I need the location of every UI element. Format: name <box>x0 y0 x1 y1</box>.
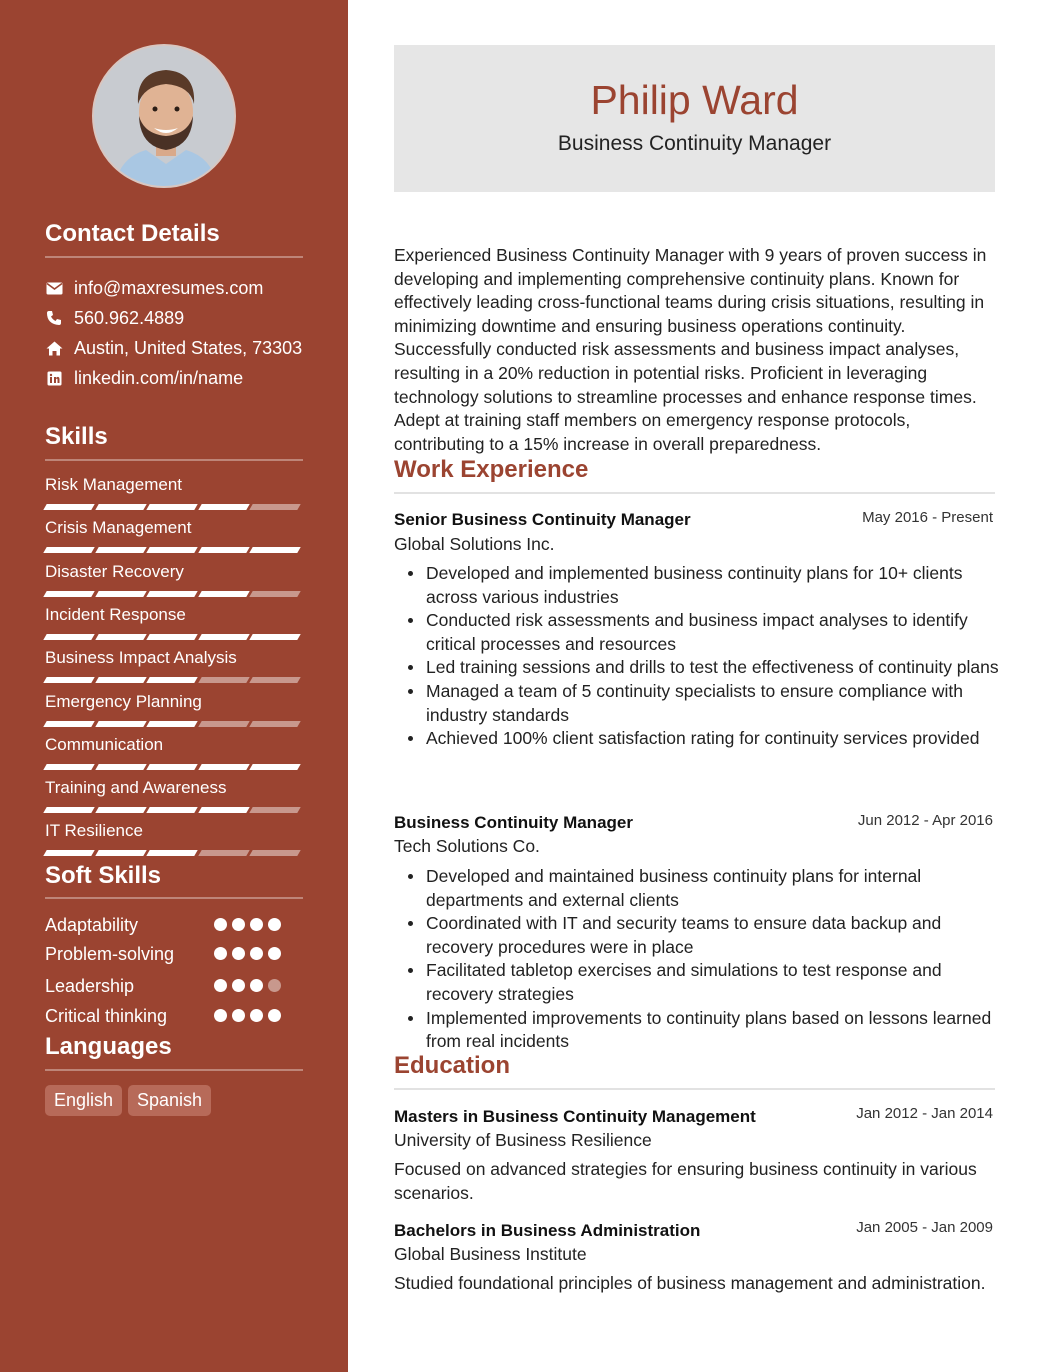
skill-level-segment <box>250 634 301 640</box>
list-item: Implemented improvements to continuity plans based on lessons learned from real incidents <box>426 1007 1001 1054</box>
rating-dot <box>250 1009 263 1022</box>
skill-name: IT Resilience <box>45 821 143 841</box>
skill-name: Training and Awareness <box>45 778 227 798</box>
skill-level-segment <box>250 721 301 727</box>
skill-level-segment <box>198 547 249 553</box>
skill-level-segment <box>95 721 146 727</box>
soft-skills-divider <box>45 897 303 899</box>
skill-level-segment <box>43 764 94 770</box>
contact-divider <box>45 256 303 258</box>
skill-level-segment <box>146 807 197 813</box>
rating-dot <box>268 947 281 960</box>
skill-level-segment <box>250 504 301 510</box>
skill-level-segment <box>250 807 301 813</box>
skill-name: Crisis Management <box>45 518 192 538</box>
languages-divider <box>45 1069 303 1071</box>
skill-level-segment <box>95 807 146 813</box>
school-name: Global Business Institute <box>394 1244 587 1264</box>
skill-level-segment <box>250 677 301 683</box>
home-icon <box>45 340 63 356</box>
job-bullets <box>426 562 1001 751</box>
education-divider <box>394 1088 995 1090</box>
portrait-image <box>94 46 236 188</box>
candidate-name: Philip Ward <box>590 77 799 123</box>
job-bullets <box>426 865 1001 1054</box>
skills-heading: Skills <box>45 423 108 450</box>
rating-dot <box>250 979 263 992</box>
skill-level-segment <box>43 547 94 553</box>
list-item: Developed and maintained business continuity plans for internal departments and external clients <box>426 865 1001 912</box>
list-item: Coordinated with IT and security teams to ensure data backup and recovery procedures were in place <box>426 912 1001 959</box>
list-item: Conducted risk assessments and business impact analyses to identify critical processes and resources <box>426 609 1001 656</box>
contact-address <box>45 336 325 360</box>
rating-dot <box>232 1009 245 1022</box>
skill-level-segment <box>198 504 249 510</box>
rating-dot <box>214 979 227 992</box>
skill-name: Risk Management <box>45 475 183 494</box>
skill-level-bar <box>45 807 303 813</box>
skill-level-segment <box>95 677 146 683</box>
job-dates: May 2016 - Present <box>862 509 993 526</box>
rating-dot <box>232 979 245 992</box>
rating-dot <box>268 1009 281 1022</box>
soft-skill-name: Adaptability <box>45 915 139 935</box>
degree-title: Masters in Business Continuity Management <box>394 1107 756 1126</box>
skill-level-segment <box>198 677 249 683</box>
skill-level-bar <box>45 634 303 640</box>
soft-skill-rating <box>214 918 294 932</box>
rating-dot <box>268 918 281 931</box>
skill-level-segment <box>43 677 94 683</box>
contact-linkedin[interactable] <box>45 366 325 390</box>
job-company: Global Solutions Inc. <box>394 534 555 554</box>
skill-name: Business Impact Analysis <box>45 648 237 668</box>
contact-phone[interactable] <box>45 306 325 330</box>
contact-linkedin-text: linkedin.com/in/name <box>74 367 244 388</box>
skill-level-segment <box>250 591 301 597</box>
rating-dot <box>214 1009 227 1022</box>
contact-address-text: Austin, United States, 73303 <box>74 337 303 358</box>
skill-level-segment <box>146 591 197 597</box>
contact-email-text: info@maxresumes.com <box>74 277 264 298</box>
skill-level-segment <box>95 634 146 640</box>
soft-skill-row <box>45 944 303 968</box>
languages-heading: Languages <box>45 1033 172 1060</box>
skill-name: Communication <box>45 734 164 754</box>
skill-level-segment <box>250 764 301 770</box>
skill-level-segment <box>43 591 94 597</box>
skill-level-segment <box>43 721 94 727</box>
list-item: Facilitated tabletop exercises and simulations to test response and recovery strategies <box>426 959 1001 1006</box>
skill-level-segment <box>146 764 197 770</box>
skill-level-bar <box>45 721 303 727</box>
summary-text: Experienced Business Continuity Manager with 9 years of proven success in developing and implementing comprehensive continuity plans. Known for effectively leading cross-functional teams during crisis situations, resulting in minimizing downtime and ensuring business operations continuity. Successfully conducted risk assessments and business impact analyses, resulting in a 20% reduction in potential risks. Proficient in leveraging technology solutions to streamline processes and enhance response times. Adept at training staff members on emergency response protocols, contributing to a 15% increase in overall preparedness. <box>394 245 987 454</box>
candidate-title: Business Continuity Manager <box>557 132 832 155</box>
avatar <box>92 44 236 188</box>
skill-level-segment <box>146 721 197 727</box>
list-item: Achieved 100% client satisfaction rating for continuity services provided <box>426 727 1001 751</box>
skill-level-segment <box>198 721 249 727</box>
list-item: Managed a team of 5 continuity specialists to ensure compliance with industry standards <box>426 680 1001 727</box>
rating-dot <box>250 947 263 960</box>
skill-level-segment <box>146 634 197 640</box>
skill-level-bar <box>45 547 303 553</box>
rating-dot <box>214 947 227 960</box>
skill-level-segment <box>146 850 197 856</box>
school-name: University of Business Resilience <box>394 1130 652 1150</box>
rating-dot <box>232 947 245 960</box>
skill-level-segment <box>250 850 301 856</box>
skill-level-segment <box>146 547 197 553</box>
contact-phone-text: 560.962.4889 <box>74 307 185 328</box>
rating-dot <box>268 979 281 992</box>
soft-skill-row <box>45 915 303 939</box>
soft-skill-name: Problem-solving <box>45 944 175 964</box>
skill-level-segment <box>198 591 249 597</box>
skill-level-segment <box>43 807 94 813</box>
work-experience-divider <box>394 492 995 494</box>
linkedin-icon <box>45 370 63 386</box>
skills-divider <box>45 459 303 461</box>
job-dates: Jun 2012 - Apr 2016 <box>857 812 993 829</box>
language-pill: English <box>45 1085 122 1116</box>
skill-level-segment <box>43 634 94 640</box>
skill-level-segment <box>146 504 197 510</box>
soft-skill-rating <box>214 979 294 993</box>
skill-level-bar <box>45 764 303 770</box>
skill-name: Disaster Recovery <box>45 561 184 581</box>
skill-level-segment <box>198 850 249 856</box>
rating-dot <box>232 918 245 931</box>
soft-skill-rating <box>214 1009 294 1023</box>
job-role: Senior Business Continuity Manager <box>394 510 691 529</box>
skill-level-segment <box>250 547 301 553</box>
skill-level-segment <box>198 764 249 770</box>
job-role: Business Continuity Manager <box>394 813 633 832</box>
email-icon <box>45 280 63 296</box>
header-panel <box>394 45 995 192</box>
contact-heading: Contact Details <box>45 220 220 247</box>
degree-description: Focused on advanced strategies for ensuring business continuity in various scenarios. <box>394 1159 977 1203</box>
work-experience-heading: Work Experience <box>394 456 589 483</box>
skill-level-segment <box>146 677 197 683</box>
skill-level-segment <box>95 764 146 770</box>
soft-skill-row <box>45 976 303 1000</box>
contact-email[interactable] <box>45 276 325 300</box>
soft-skill-name: Leadership <box>45 976 135 996</box>
skill-name: Emergency Planning <box>45 691 202 711</box>
skill-level-segment <box>198 807 249 813</box>
skill-level-segment <box>95 504 146 510</box>
education-heading: Education <box>394 1052 511 1079</box>
degree-dates: Jan 2012 - Jan 2014 <box>856 1105 993 1122</box>
job-company: Tech Solutions Co. <box>394 836 540 856</box>
list-item: Led training sessions and drills to test the effectiveness of continuity plans <box>426 656 1001 680</box>
soft-skill-name: Critical thinking <box>45 1006 168 1026</box>
skill-level-bar <box>45 591 303 597</box>
skill-level-segment <box>95 850 146 856</box>
phone-icon <box>45 310 63 326</box>
language-pill: Spanish <box>128 1085 211 1116</box>
skill-level-bar <box>45 677 303 683</box>
soft-skill-row <box>45 1006 303 1030</box>
skill-level-segment <box>198 634 249 640</box>
skill-level-segment <box>95 547 146 553</box>
skill-level-segment <box>95 591 146 597</box>
list-item: Developed and implemented business continuity plans for 10+ clients across various industries <box>426 562 1001 609</box>
skill-level-segment <box>43 504 94 510</box>
degree-dates: Jan 2005 - Jan 2009 <box>856 1219 993 1236</box>
degree-title: Bachelors in Business Administration <box>394 1221 701 1240</box>
degree-description: Studied foundational principles of business management and administration. <box>394 1273 986 1293</box>
skill-level-bar <box>45 504 303 510</box>
soft-skill-rating <box>214 947 294 961</box>
skill-level-bar <box>45 850 303 856</box>
rating-dot <box>214 918 227 931</box>
soft-skills-heading: Soft Skills <box>45 862 162 889</box>
skill-level-segment <box>43 850 94 856</box>
rating-dot <box>250 918 263 931</box>
skill-name: Incident Response <box>45 604 186 624</box>
sidebar <box>0 0 348 1372</box>
